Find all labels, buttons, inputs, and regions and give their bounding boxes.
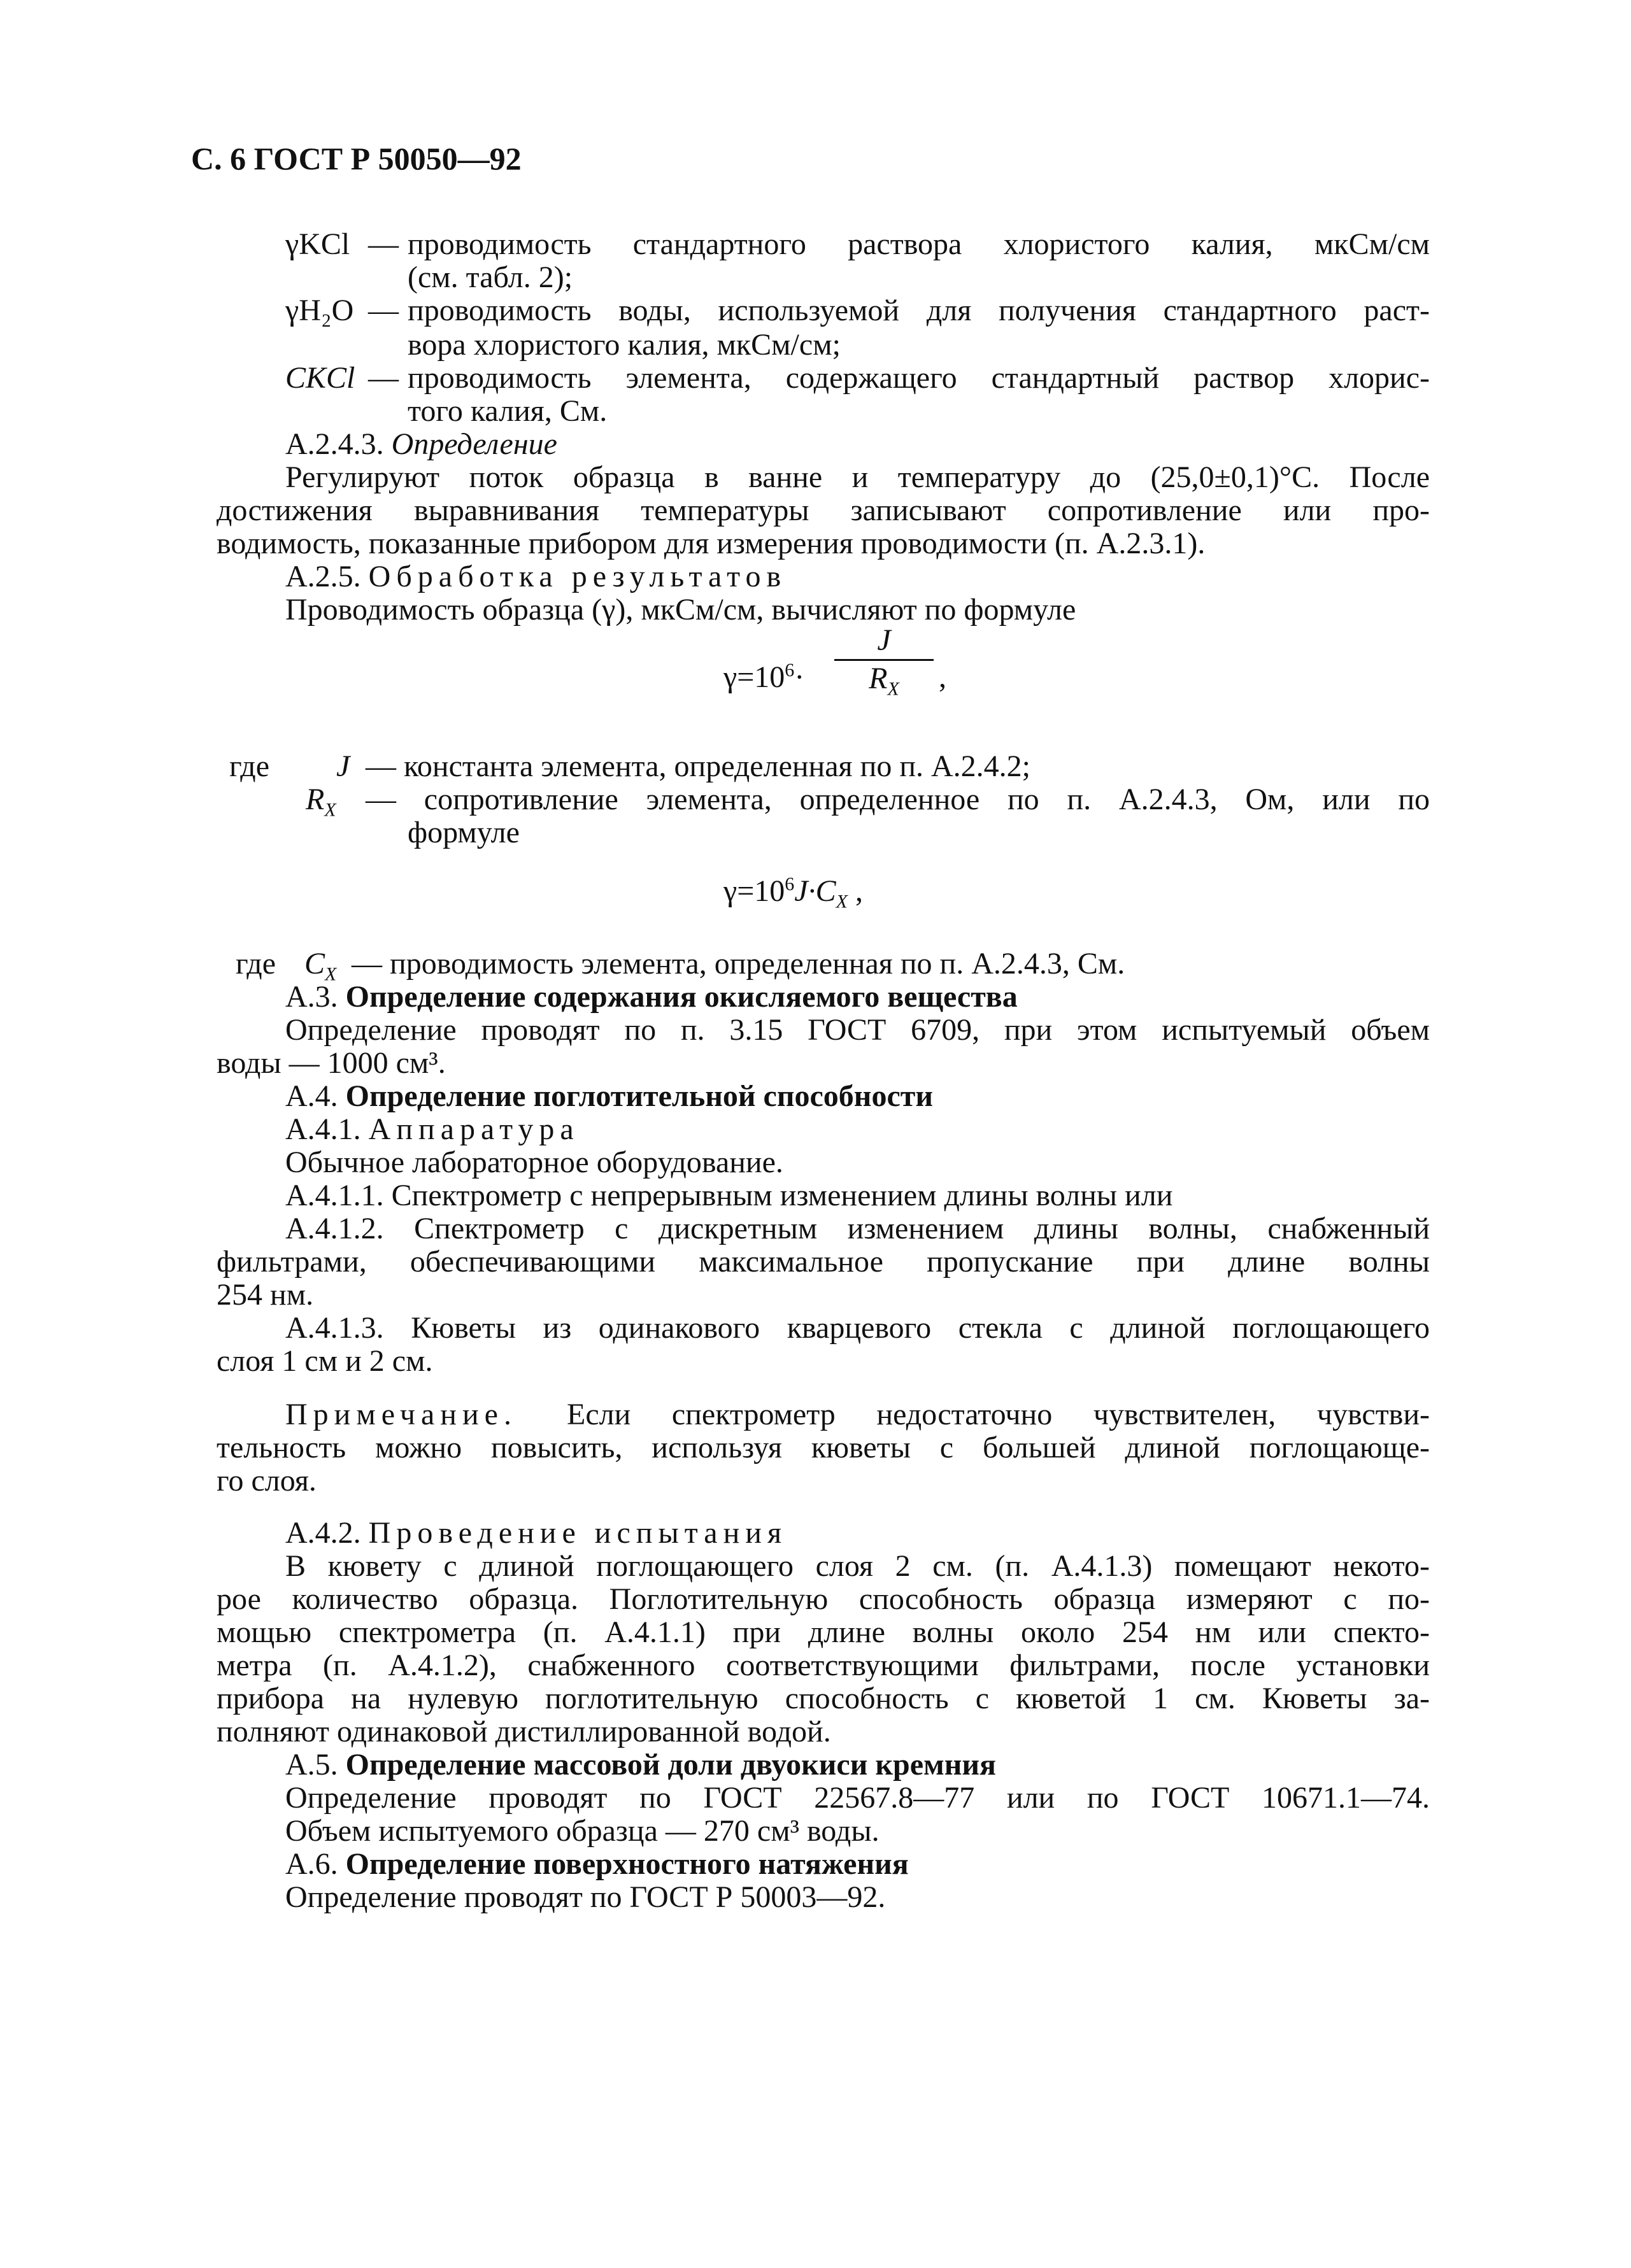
formula-dot: · [794,660,805,694]
fraction-numerator: J [877,623,891,657]
symbol-cx: $C_X$ [304,947,337,985]
section-heading [285,1113,580,1147]
where-label: где [236,947,276,981]
paragraph-line: достижения выравнивания температуры записывают сопротивление или про- [217,493,1430,527]
formula-gamma-conductance [723,874,863,912]
section-title: Определение поверхностного натяжения [345,1847,909,1881]
formula-fraction [834,623,934,700]
fraction-denominator: $R_X$ [869,661,899,700]
section-heading [285,1080,933,1114]
definition-text: проводимость стандартного раствора хлористого калия, мкСм/см [408,227,1430,261]
fraction-bar [834,659,934,661]
page-header: С. 6 ГОСТ Р 50050—92 [191,141,522,176]
symbol-rx: $R_X$ [306,783,336,821]
definition-text: — константа элемента, определенная по п. А.2.4.2; [366,749,1030,783]
section-number: А.4.1. [285,1112,361,1146]
paragraph-line: Определение проводят по п. 3.15 ГОСТ 6709, при этом испытуемый объем [285,1013,1430,1047]
paragraph-line: Объем испытуемого образца — 270 см³ воды. [285,1814,880,1848]
paragraph-line: Проводимость образца (γ), мкСм/см, вычисляют по формуле [285,593,1076,627]
paragraph-line: фильтрами, обеспечивающими максимальное пропускание при длине волны [217,1245,1430,1279]
where-label: где [229,749,270,783]
formula-exponent: 6 [785,874,795,895]
paragraph-line: слоя 1 см и 2 см. [217,1344,433,1378]
formula-rhs: J·C [794,874,836,908]
paragraph-line: А.4.1.2. Спектрометр с дискретным изменением длины волны, снабженный [285,1212,1430,1245]
section-number: А.4.2. [285,1516,361,1550]
definition-text: — проводимость элемента, определенная по п. А.2.4.3, См. [352,947,1125,981]
definition-text: того калия, См. [408,394,608,428]
section-heading [285,1517,787,1550]
section-number: А.3. [285,980,338,1014]
section-title: Обработка результатов [368,560,787,593]
definition-text: проводимость воды, используемой для получения стандартного раст- [408,294,1430,327]
symbol-j: J [336,749,350,783]
section-title: Определение массовой доли двуокиси кремния [345,1748,997,1782]
section-title: Определение поглотительной способности [345,1079,933,1113]
paragraph-line: полняют одинаковой дистиллированной водой. [217,1715,831,1748]
formula-comma: , [939,660,946,694]
definition-dash: — [368,361,399,395]
paragraph-line: мощью спектрометра (п. А.4.1.1) при длине волны около 254 нм или спекто- [217,1615,1430,1649]
note-label: Примечание. [285,1398,517,1431]
section-title: Определение [391,427,557,461]
formula-lhs: γ=10 [723,660,785,694]
paragraph-line: Определение проводят по ГОСТ Р 50003—92. [285,1880,886,1914]
section-number: А.6. [285,1847,338,1881]
formula-subscript: X [836,891,848,912]
paragraph-line: воды — 1000 см³. [217,1046,446,1080]
symbol-gamma-h2o: γH₂O [285,294,354,327]
definition-text: формуле [408,816,520,849]
symbol-gamma-kcl: γKCl [285,227,350,261]
paragraph-line: рое количество образца. Поглотительную способность образца измеряют с по- [217,1582,1430,1616]
paragraph-line: В кювету с длиной поглощающего слоя 2 см. (п. А.4.1.3) помещают некото- [285,1549,1430,1583]
section-heading [285,428,557,462]
section-title: Аппаратура [368,1112,580,1146]
paragraph-line: 254 нм. [217,1278,314,1312]
paragraph-line: водимость, показанные прибором для измерения проводимости (п. А.2.3.1). [217,527,1206,560]
formula-exponent: 6 [785,660,795,681]
section-heading [285,560,787,594]
paragraph-line: А.4.1.1. Спектрометр с непрерывным изменением длины волны или [285,1179,1173,1212]
section-heading [285,981,1018,1014]
section-number: А.5. [285,1748,338,1782]
paragraph-line: метра (п. А.4.1.2), снабженного соответствующими фильтрами, после установки [217,1648,1430,1682]
section-number: А.2.4.3. [285,427,384,461]
paragraph-line: Регулируют поток образца в ванне и температуру до (25,0±0,1)°С. После [285,460,1430,494]
section-heading [285,1848,909,1882]
symbol-c-kcl: CKCl [285,361,355,395]
note-text: го слоя. [217,1464,317,1498]
definition-dash: — [368,227,399,261]
definition-text: (см. табл. 2); [408,260,573,294]
formula-comma: , [855,874,863,908]
section-title: Проведение испытания [368,1516,788,1550]
note-text: тельность можно повысить, используя кюветы с большей длиной поглощающе- [217,1431,1430,1464]
paragraph-line: А.4.1.3. Кюветы из одинакового кварцевого стекла с длиной поглощающего [285,1311,1430,1345]
paragraph-line: прибора на нулевую поглотительную способность с кюветой 1 см. Кюветы за- [217,1682,1430,1715]
section-heading [285,1748,996,1782]
definition-text: вора хлористого калия, мкСм/см; [408,328,841,362]
paragraph-line: Определение проводят по ГОСТ 22567.8—77 или по ГОСТ 10671.1—74. [285,1781,1430,1815]
paragraph-line: Обычное лабораторное оборудование. [285,1145,783,1179]
definition-text: проводимость элемента, содержащего стандартный раствор хлорис- [408,361,1430,395]
definition-text: — сопротивление элемента, определенное по п. А.2.4.3, Ом, или по [366,783,1430,816]
section-title: Определение содержания окисляемого вещества [345,980,1018,1014]
formula-lhs: γ=10 [723,874,785,908]
section-number: А.2.5. [285,560,361,593]
formula-gamma-resistance [723,661,804,695]
note-text: Если спектрометр недостаточно чувствителен, чувстви- [567,1398,1430,1431]
definition-dash: — [368,294,399,327]
section-number: А.4. [285,1079,338,1113]
